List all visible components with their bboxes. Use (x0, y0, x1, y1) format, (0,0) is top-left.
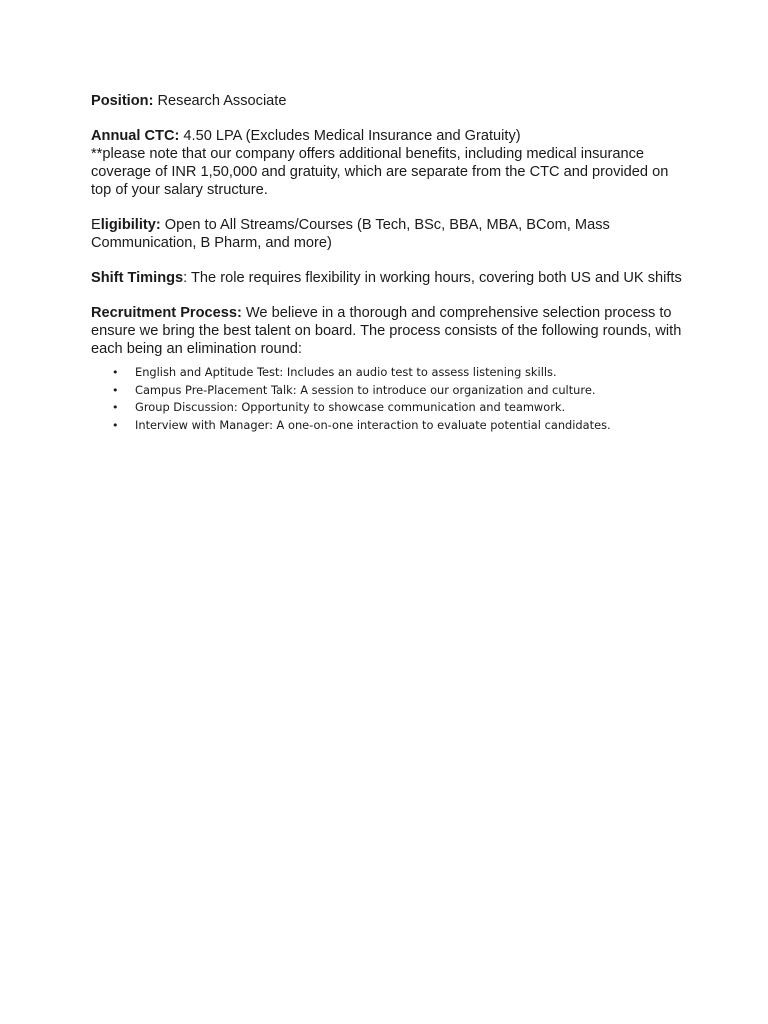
eligibility-label-initial: E (91, 217, 101, 233)
recruitment-rounds-list (91, 364, 691, 435)
list-item (91, 417, 691, 435)
ctc-label: Annual CTC: (91, 128, 180, 144)
list-item (91, 399, 691, 417)
eligibility-line (91, 216, 691, 252)
eligibility-label: ligibility: (100, 217, 161, 233)
list-item-text: Interview with Manager: A one-on-one interaction to evaluate potential candidates. (135, 418, 611, 433)
position-value: Research Associate (153, 93, 287, 109)
ctc-block (91, 127, 691, 199)
list-item (91, 382, 691, 400)
list-item-text: Campus Pre-Placement Talk: A session to introduce our organization and culture. (135, 382, 596, 397)
shift-value: : The role requires flexibility in working hours, covering both US and UK shifts (183, 270, 682, 286)
ctc-note: **please note that our company offers additional benefits, including medical insurance coverage of INR 1,50,000 and gratuity, which are separate from the CTC and provided on top of your salary structure. (91, 146, 669, 198)
shift-label: Shift Timings (91, 270, 184, 286)
bullet-icon: • (112, 401, 119, 415)
position-label: Position: (91, 93, 154, 109)
recruitment-block (91, 304, 691, 358)
bullet-icon: • (112, 366, 119, 379)
recruitment-value: We believe in a thorough and comprehensive selection process to ensure we bring the best talent on board. The process consists of the following rounds, with each being an elimination round: (91, 305, 682, 357)
eligibility-value: Open to All Streams/Courses (B Tech, BSc, BBA, MBA, BCom, Mass Communication, B Pharm, and more) (91, 217, 610, 251)
list-item (91, 364, 691, 382)
list-item-text: English and Aptitude Test: Includes an audio test to assess listening skills. (135, 365, 557, 379)
ctc-value: 4.50 LPA (Excludes Medical Insurance and Gratuity) (179, 128, 521, 144)
recruitment-label: Recruitment Process: (91, 305, 242, 321)
document-body (91, 92, 691, 435)
shift-line (91, 269, 691, 287)
list-item-text: Group Discussion: Opportunity to showcase communication and teamwork. (135, 400, 566, 415)
bullet-icon: • (112, 419, 119, 433)
position-line (91, 92, 691, 110)
bullet-icon: • (112, 383, 119, 397)
